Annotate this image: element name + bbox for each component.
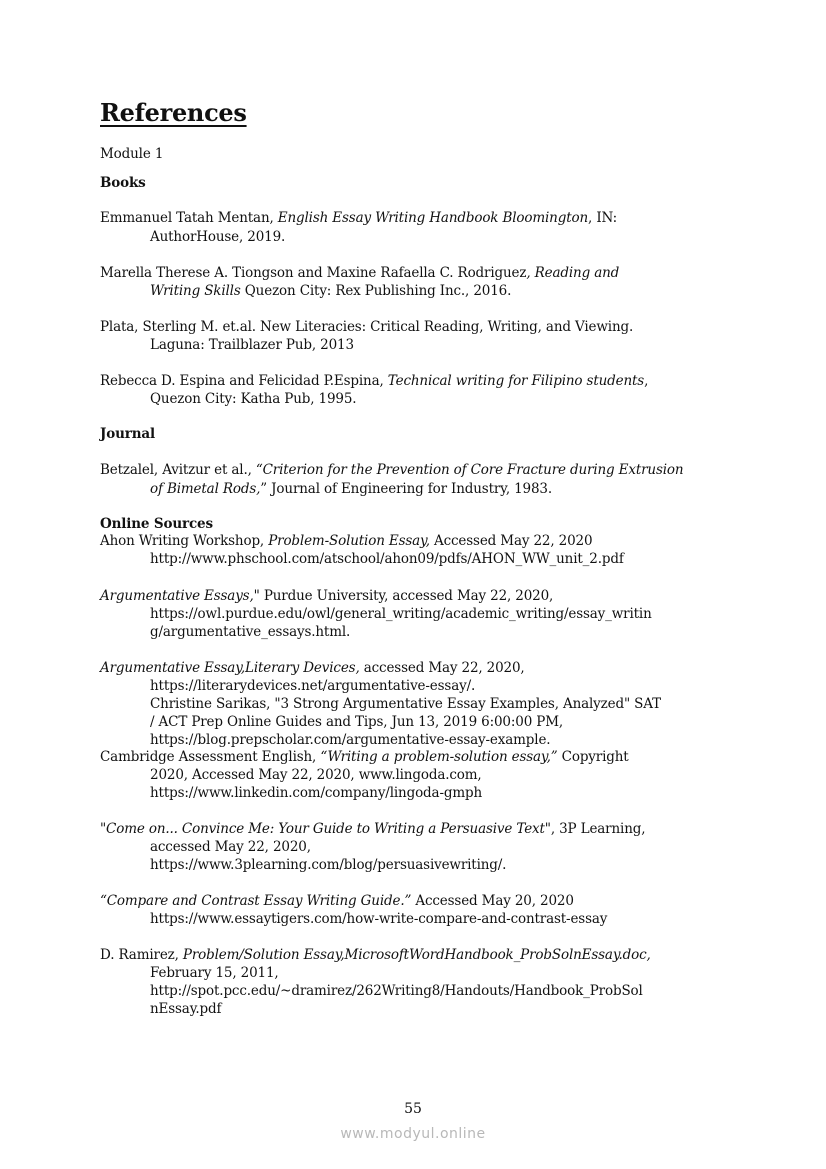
reference-line bbox=[150, 964, 279, 982]
reference-line bbox=[150, 784, 482, 802]
citation-text: Rebecca D. Espina and Felicidad P.Espina, bbox=[100, 373, 388, 389]
citation-text: Journal bbox=[100, 426, 155, 442]
italic-title-text: “Criterion for the Prevention of Core Fracture during Extrusion bbox=[255, 462, 684, 478]
reference-line bbox=[150, 713, 563, 731]
page-title: References bbox=[100, 98, 247, 127]
citation-text: https://literarydevices.net/argumentative-essay/. bbox=[150, 678, 476, 694]
citation-text: Laguna: Trailblazer Pub, 2013 bbox=[150, 337, 354, 353]
citation-text: Copyright bbox=[557, 749, 629, 765]
citation-text: Cambridge Assessment English, bbox=[100, 749, 321, 765]
italic-title-text: Argumentative Essay,Literary Devices, bbox=[100, 660, 360, 676]
italic-title-text: Argumentative Essays," bbox=[100, 588, 260, 604]
italic-title-text: “Compare and Contrast Essay Writing Guide.” bbox=[100, 893, 412, 909]
citation-text: Ahon Writing Workshop, bbox=[100, 533, 269, 549]
reference-line bbox=[100, 748, 629, 766]
reference-line bbox=[150, 550, 624, 568]
citation-text: nEssay.pdf bbox=[150, 1001, 222, 1017]
citation-text: February 15, 2011, bbox=[150, 965, 279, 981]
italic-title-text: , Reading and bbox=[526, 265, 620, 281]
page-number: 55 bbox=[404, 1101, 422, 1117]
section-heading bbox=[100, 174, 146, 192]
citation-text: Betzalel, Avitzur et al., bbox=[100, 462, 256, 478]
italic-title-text: English Essay Writing Handbook Bloomington bbox=[277, 210, 589, 226]
citation-text: , bbox=[644, 373, 649, 389]
italic-title-text: “Writing a problem-solution essay,” bbox=[320, 749, 558, 765]
reference-line bbox=[100, 659, 525, 677]
reference-line bbox=[100, 461, 683, 479]
italic-title-text: Technical writing for Filipino students bbox=[387, 373, 645, 389]
citation-text: Accessed May 22, 2020 bbox=[429, 533, 593, 549]
reference-line bbox=[150, 1000, 221, 1018]
italic-title-text: Problem/Solution Essay,MicrosoftWordHandbook_ProbSolnEssay.doc, bbox=[182, 947, 651, 963]
italic-title-text: of Bimetal Rods, bbox=[150, 481, 261, 497]
reference-line bbox=[150, 390, 356, 408]
citation-text: Quezon City: Rex Publishing Inc., 2016. bbox=[240, 283, 512, 299]
italic-title-text: Writing Skills bbox=[150, 283, 241, 299]
reference-line bbox=[150, 605, 652, 623]
reference-line bbox=[100, 946, 651, 964]
reference-line bbox=[150, 910, 607, 928]
reference-line bbox=[100, 892, 574, 910]
citation-text: Christine Sarikas, "3 Strong Argumentative Essay Examples, Analyzed" SAT bbox=[150, 696, 661, 712]
citation-text: https://owl.purdue.edu/owl/general_writing/academic_writing/essay_writin bbox=[150, 606, 652, 622]
reference-line bbox=[150, 766, 482, 784]
citation-text: accessed May 22, 2020, bbox=[150, 839, 311, 855]
citation-text: https://www.essaytigers.com/how-write-compare-and-contrast-essay bbox=[150, 911, 608, 927]
citation-text: https://www.3plearning.com/blog/persuasivewriting/. bbox=[150, 857, 507, 873]
reference-line bbox=[150, 856, 506, 874]
module-label bbox=[100, 145, 163, 163]
citation-text: Module 1 bbox=[100, 146, 164, 162]
reference-line bbox=[100, 820, 645, 838]
italic-title-text: Problem-Solution Essay, bbox=[268, 533, 430, 549]
reference-line bbox=[100, 587, 553, 605]
citation-text: Accessed May 20, 2020 bbox=[411, 893, 574, 909]
reference-line bbox=[150, 282, 511, 300]
citation-text: http://www.phschool.com/atschool/ahon09/pdfs/AHON_WW_unit_2.pdf bbox=[150, 551, 624, 567]
reference-line bbox=[100, 318, 633, 336]
reference-line bbox=[100, 532, 592, 550]
citation-text: ” Journal of Engineering for Industry, 1983. bbox=[260, 481, 553, 497]
citation-text: https://www.linkedin.com/company/lingoda-gmph bbox=[150, 785, 483, 801]
citation-text: https://blog.prepscholar.com/argumentative-essay-example. bbox=[150, 732, 551, 748]
watermark: www.modyul.online bbox=[340, 1126, 486, 1142]
citation-text: / ACT Prep Online Guides and Tips, Jun 13, 2019 6:00:00 PM, bbox=[150, 714, 564, 730]
reference-line bbox=[150, 228, 285, 246]
reference-line bbox=[150, 838, 311, 856]
reference-line bbox=[150, 677, 475, 695]
reference-line bbox=[150, 623, 350, 641]
citation-text: , IN: bbox=[588, 210, 618, 226]
section-heading bbox=[100, 515, 213, 533]
citation-text: Plata, Sterling M. et.al. New Literacies: Critical Reading, Writing, and Viewing. bbox=[100, 319, 634, 335]
reference-line bbox=[150, 336, 354, 354]
citation-text: Emmanuel Tatah Mentan, bbox=[100, 210, 278, 226]
reference-line bbox=[100, 372, 648, 390]
reference-line bbox=[150, 731, 550, 749]
citation-text: Purdue University, accessed May 22, 2020, bbox=[259, 588, 554, 604]
italic-title-text: "Come on... Convince Me: Your Guide to Writing a Persuasive Text" bbox=[100, 821, 551, 837]
citation-text: , 3P Learning, bbox=[550, 821, 646, 837]
reference-line bbox=[100, 209, 617, 227]
citation-text: 2020, Accessed May 22, 2020, www.lingoda.com, bbox=[150, 767, 482, 783]
reference-line bbox=[150, 695, 661, 713]
reference-line bbox=[150, 480, 552, 498]
citation-text: AuthorHouse, 2019. bbox=[150, 229, 286, 245]
citation-text: accessed May 22, 2020, bbox=[359, 660, 525, 676]
citation-text: D. Ramirez, bbox=[100, 947, 183, 963]
citation-text: Quezon City: Katha Pub, 1995. bbox=[150, 391, 357, 407]
citation-text: Marella Therese A. Tiongson and Maxine Rafaella C. Rodriguez bbox=[100, 265, 527, 281]
reference-line bbox=[150, 982, 643, 1000]
citation-text: http://spot.pcc.edu/~dramirez/262Writing8/Handouts/Handbook_ProbSol bbox=[150, 983, 643, 999]
section-heading bbox=[100, 425, 155, 443]
citation-text: Online Sources bbox=[100, 516, 213, 532]
citation-text: Books bbox=[100, 175, 146, 191]
citation-text: g/argumentative_essays.html. bbox=[150, 624, 351, 640]
reference-line bbox=[100, 264, 619, 282]
